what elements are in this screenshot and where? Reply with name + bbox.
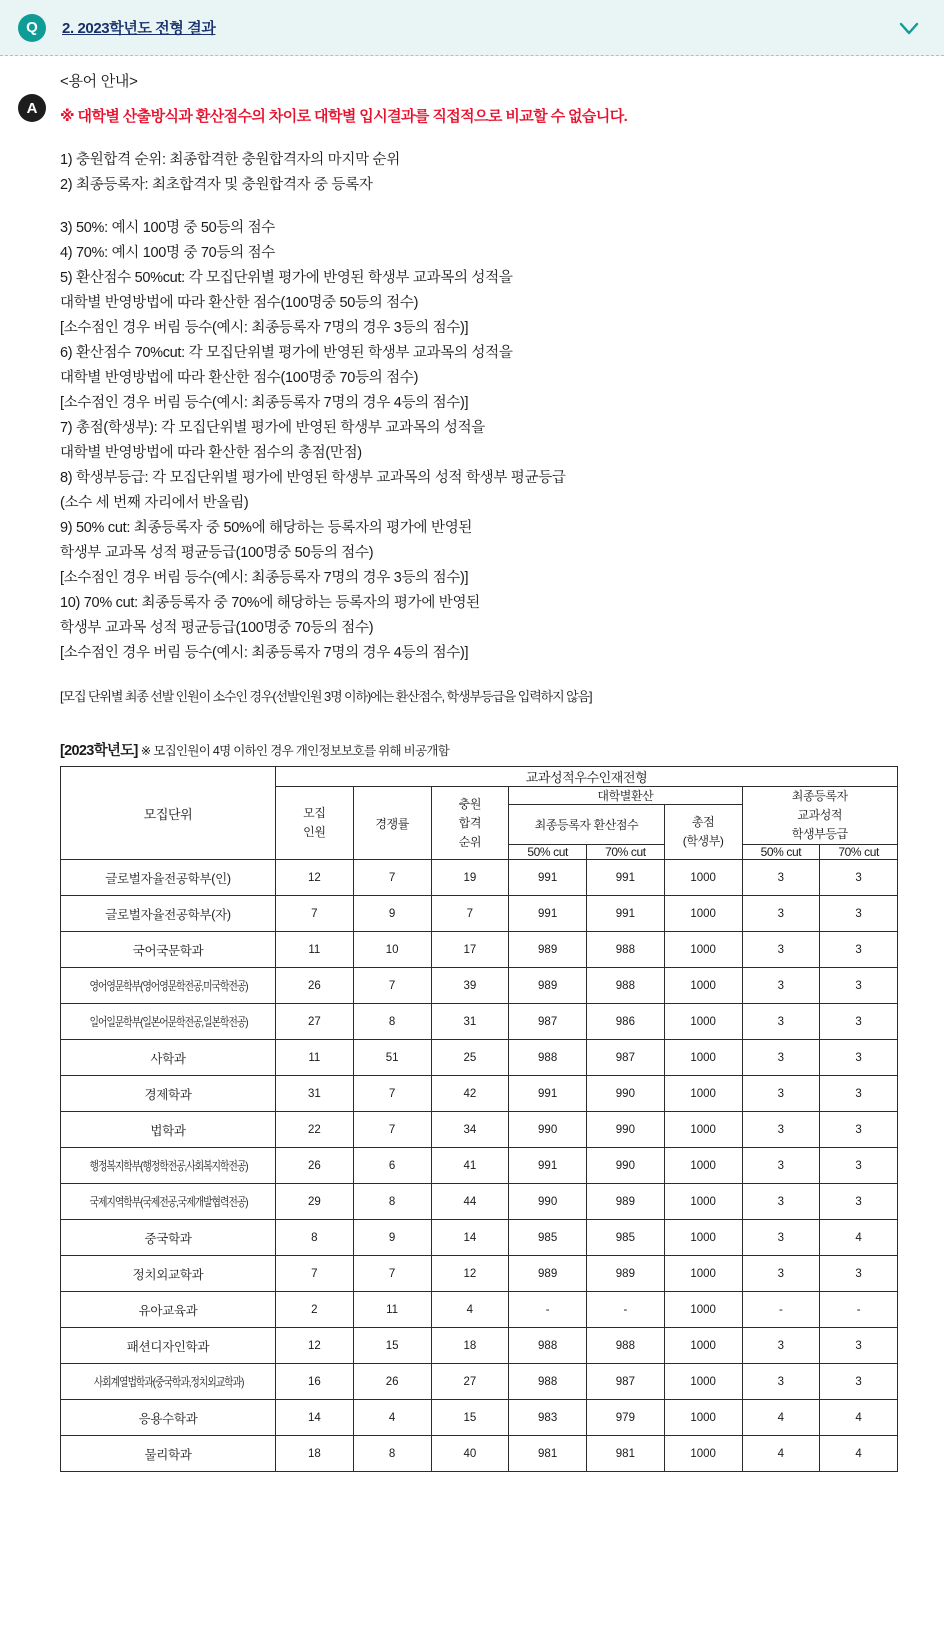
faq-answer-body (0, 56, 944, 1472)
cell-total-score: 1000 (664, 1328, 742, 1364)
cell-grade-cut50: 3 (742, 1184, 820, 1220)
cell-unit: 패션디자인학과 (61, 1328, 276, 1364)
faq-question-header[interactable] (0, 0, 944, 56)
cell-conv-cut70: 988 (587, 1328, 665, 1364)
cell-competition-rate: 10 (353, 932, 431, 968)
cell-total-score: 1000 (664, 860, 742, 896)
cell-recruit-count: 18 (276, 1436, 354, 1472)
cell-waitlist-rank: 31 (431, 1004, 509, 1040)
header-unit: 모집단위 (61, 767, 276, 860)
admission-results-table (60, 766, 898, 1472)
header-jeonhyeong: 교과성적우수인재전형 (276, 767, 898, 787)
cell-competition-rate: 7 (353, 968, 431, 1004)
cell-grade-cut70: 3 (820, 896, 898, 932)
cell-conv-cut70: 988 (587, 968, 665, 1004)
cell-total-score: 1000 (664, 896, 742, 932)
cell-grade-cut70: 4 (820, 1436, 898, 1472)
term-line: 3) 50%: 예시 100명 중 50등의 점수 (60, 220, 275, 236)
cell-conv-cut70: 979 (587, 1400, 665, 1436)
header-competition-rate: 경쟁률 (353, 787, 431, 860)
header-grade-l3: 학생부등급 (791, 827, 848, 841)
cell-grade-cut50: 3 (742, 968, 820, 1004)
cell-grade-cut50: 3 (742, 932, 820, 968)
table-caption-note: ※ 모집인원이 4명 이하인 경우 개인정보보호를 위해 비공개함 (140, 744, 450, 758)
cell-unit: 국제지역학부(국제전공,국제개발협력전공) (80, 1184, 256, 1220)
cell-waitlist-rank: 41 (431, 1148, 509, 1184)
cell-conv-cut70: 985 (587, 1220, 665, 1256)
header-grade-cut50: 50% cut (742, 845, 820, 860)
cell-waitlist-rank: 39 (431, 968, 509, 1004)
header-grade-l1: 최종등록자 (791, 789, 848, 803)
table-row (61, 1076, 898, 1112)
cell-conv-cut50: 983 (509, 1400, 587, 1436)
cell-unit: 글로벌자율전공학부(인) (61, 860, 276, 896)
term-line: 7) 총점(학생부): 각 모집단위별 평가에 반영된 학생부 교과목의 성적을 (60, 420, 485, 436)
cell-recruit-count: 8 (276, 1220, 354, 1256)
cell-conv-cut70: - (587, 1292, 665, 1328)
small-unit-note: [모집 단위별 최종 선발 인원이 소수인 경우(선발인원 3명 이하)에는 환산점수, 학생부등급을 입력하지 않음] (60, 689, 592, 704)
cell-total-score: 1000 (664, 1436, 742, 1472)
cell-conv-cut50: 989 (509, 1256, 587, 1292)
cell-competition-rate: 7 (353, 1256, 431, 1292)
cell-grade-cut70: 4 (820, 1220, 898, 1256)
term-line: [소수점인 경우 버림 등수(예시: 최종등록자 7명의 경우 3등의 점수)] (60, 320, 469, 336)
cell-conv-cut50: 988 (509, 1364, 587, 1400)
cell-conv-cut70: 991 (587, 896, 665, 932)
cell-grade-cut50: 3 (742, 896, 820, 932)
table-row (61, 1436, 898, 1472)
chevron-down-icon[interactable] (896, 15, 922, 41)
term-line: (소수 세 번째 자리에서 반올림) (60, 495, 249, 511)
header-waitlist-l1: 충원 (458, 796, 482, 811)
cell-grade-cut50: 3 (742, 1040, 820, 1076)
table-row (61, 968, 898, 1004)
cell-grade-cut70: 4 (820, 1400, 898, 1436)
term-line: 10) 70% cut: 최종등록자 중 70%에 해당하는 등록자의 평가에 반영된 (60, 595, 480, 611)
cell-competition-rate: 7 (353, 860, 431, 896)
cell-conv-cut70: 986 (587, 1004, 665, 1040)
term-line: 9) 50% cut: 최종등록자 중 50%에 해당하는 등록자의 평가에 반영된 (60, 520, 473, 536)
header-conv-cut50: 50% cut (509, 845, 587, 860)
cell-conv-cut70: 989 (587, 1256, 665, 1292)
cell-grade-cut70: 3 (820, 1184, 898, 1220)
cell-unit: 글로벌자율전공학부(자) (61, 896, 276, 932)
table-row (61, 1256, 898, 1292)
cell-conv-cut50: 988 (509, 1040, 587, 1076)
cell-recruit-count: 31 (276, 1076, 354, 1112)
cell-conv-cut50: 990 (509, 1184, 587, 1220)
cell-grade-cut50: 3 (742, 1004, 820, 1040)
cell-unit: 물리학과 (61, 1436, 276, 1472)
cell-waitlist-rank: 14 (431, 1220, 509, 1256)
cell-grade-cut70: 3 (820, 1148, 898, 1184)
header-total-score (664, 805, 742, 860)
cell-grade-cut70: 3 (820, 1004, 898, 1040)
cell-conv-cut70: 990 (587, 1076, 665, 1112)
cell-recruit-count: 14 (276, 1400, 354, 1436)
header-univ-conversion: 대학별환산 (509, 787, 742, 805)
cell-waitlist-rank: 34 (431, 1112, 509, 1148)
header-total-l1: 총점 (691, 815, 715, 829)
cell-competition-rate: 11 (353, 1292, 431, 1328)
term-line: 학생부 교과목 성적 평균등급(100명중 50등의 점수) (60, 545, 374, 561)
cell-conv-cut50: - (509, 1292, 587, 1328)
table-row (61, 1112, 898, 1148)
table-caption (60, 739, 926, 760)
cell-recruit-count: 27 (276, 1004, 354, 1040)
cell-grade-cut70: - (820, 1292, 898, 1328)
term-line: [소수점인 경우 버림 등수(예시: 최종등록자 7명의 경우 3등의 점수)] (60, 570, 469, 586)
cell-waitlist-rank: 19 (431, 860, 509, 896)
cell-total-score: 1000 (664, 968, 742, 1004)
table-row (61, 1148, 898, 1184)
cell-competition-rate: 8 (353, 1184, 431, 1220)
cell-waitlist-rank: 25 (431, 1040, 509, 1076)
cell-recruit-count: 22 (276, 1112, 354, 1148)
cell-conv-cut50: 988 (509, 1328, 587, 1364)
cell-conv-cut50: 989 (509, 932, 587, 968)
cell-competition-rate: 8 (353, 1436, 431, 1472)
term-line: [소수점인 경우 버림 등수(예시: 최종등록자 7명의 경우 4등의 점수)] (60, 395, 469, 411)
cell-conv-cut70: 990 (587, 1148, 665, 1184)
cell-total-score: 1000 (664, 1256, 742, 1292)
header-grade-l2: 교과성적 (797, 808, 843, 822)
term-line: 8) 학생부등급: 각 모집단위별 평가에 반영된 학생부 교과목의 성적 학생부 평균등급 (60, 470, 566, 486)
header-conv-cut70: 70% cut (587, 845, 665, 860)
cell-total-score: 1000 (664, 1112, 742, 1148)
table-row (61, 1184, 898, 1220)
term-line: 대학별 반영방법에 따라 환산한 점수(100명중 50등의 점수) (60, 295, 419, 311)
cell-unit: 유아교육과 (61, 1292, 276, 1328)
cell-conv-cut70: 990 (587, 1112, 665, 1148)
cell-waitlist-rank: 44 (431, 1184, 509, 1220)
cell-recruit-count: 16 (276, 1364, 354, 1400)
table-body (61, 860, 898, 1472)
cell-conv-cut70: 981 (587, 1436, 665, 1472)
terminology-list (60, 148, 926, 709)
cell-grade-cut50: 3 (742, 1364, 820, 1400)
cell-recruit-count: 2 (276, 1292, 354, 1328)
term-line: 대학별 반영방법에 따라 환산한 점수의 총점(만점) (60, 445, 362, 461)
cell-grade-cut70: 3 (820, 860, 898, 896)
cell-recruit-count: 7 (276, 896, 354, 932)
header-total-l2: (학생부) (682, 834, 724, 848)
cell-unit: 중국학과 (61, 1220, 276, 1256)
header-grade-cut70: 70% cut (820, 845, 898, 860)
cell-grade-cut70: 3 (820, 1076, 898, 1112)
cell-total-score: 1000 (664, 1292, 742, 1328)
cell-competition-rate: 9 (353, 896, 431, 932)
question-badge: Q (18, 14, 46, 42)
table-row (61, 1220, 898, 1256)
cell-total-score: 1000 (664, 1184, 742, 1220)
cell-competition-rate: 15 (353, 1328, 431, 1364)
cell-total-score: 1000 (664, 1040, 742, 1076)
cell-total-score: 1000 (664, 1076, 742, 1112)
cell-grade-cut70: 3 (820, 1112, 898, 1148)
cell-competition-rate: 7 (353, 1112, 431, 1148)
cell-conv-cut50: 991 (509, 896, 587, 932)
term-line: 학생부 교과목 성적 평균등급(100명중 70등의 점수) (60, 620, 374, 636)
cell-unit: 정치외교학과 (61, 1256, 276, 1292)
cell-competition-rate: 6 (353, 1148, 431, 1184)
cell-waitlist-rank: 17 (431, 932, 509, 968)
cell-grade-cut50: - (742, 1292, 820, 1328)
cell-unit: 사학과 (61, 1040, 276, 1076)
cell-competition-rate: 8 (353, 1004, 431, 1040)
header-waitlist-l2: 합격 (458, 815, 482, 830)
cell-conv-cut50: 990 (509, 1112, 587, 1148)
faq-title[interactable]: 2. 2023학년도 전형 결과 (62, 20, 216, 37)
cell-grade-cut70: 3 (820, 1328, 898, 1364)
cell-total-score: 1000 (664, 1364, 742, 1400)
header-recruit-l1: 모집 (303, 806, 326, 820)
cell-recruit-count: 11 (276, 932, 354, 968)
cell-competition-rate: 26 (353, 1364, 431, 1400)
cell-recruit-count: 7 (276, 1256, 354, 1292)
cell-waitlist-rank: 7 (431, 896, 509, 932)
cell-conv-cut50: 987 (509, 1004, 587, 1040)
header-recruit-count (276, 787, 354, 860)
table-caption-year: [2023학년도] (60, 743, 138, 759)
table-row (61, 1040, 898, 1076)
cell-competition-rate: 7 (353, 1076, 431, 1112)
cell-grade-cut70: 3 (820, 932, 898, 968)
cell-grade-cut50: 3 (742, 1076, 820, 1112)
terminology-heading: <용어 안내> (60, 73, 138, 90)
cell-unit: 응용수학과 (61, 1400, 276, 1436)
cell-conv-cut50: 991 (509, 860, 587, 896)
cell-unit: 법학과 (61, 1112, 276, 1148)
cell-waitlist-rank: 40 (431, 1436, 509, 1472)
cell-waitlist-rank: 12 (431, 1256, 509, 1292)
cell-recruit-count: 12 (276, 860, 354, 896)
cell-total-score: 1000 (664, 1004, 742, 1040)
answer-badge: A (18, 94, 46, 122)
cell-competition-rate: 4 (353, 1400, 431, 1436)
cell-waitlist-rank: 4 (431, 1292, 509, 1328)
cell-total-score: 1000 (664, 1148, 742, 1184)
cell-grade-cut50: 3 (742, 860, 820, 896)
warning-notice: ※ 대학별 산출방식과 환산점수의 차이로 대학별 입시결과를 직접적으로 비교할 수 없습니다. (60, 108, 628, 125)
table-row (61, 1328, 898, 1364)
header-waitlist-rank (431, 787, 509, 860)
cell-grade-cut50: 3 (742, 1112, 820, 1148)
cell-recruit-count: 26 (276, 1148, 354, 1184)
table-row (61, 1004, 898, 1040)
table-row (61, 896, 898, 932)
term-line: 2) 최종등록자: 최초합격자 및 충원합격자 중 등록자 (60, 177, 373, 193)
cell-unit: 사회계열법학과(중국학과,정치외교학과) (80, 1364, 256, 1400)
table-row (61, 1292, 898, 1328)
cell-conv-cut70: 988 (587, 932, 665, 968)
cell-conv-cut70: 987 (587, 1040, 665, 1076)
cell-grade-cut70: 3 (820, 1040, 898, 1076)
term-line: [소수점인 경우 버림 등수(예시: 최종등록자 7명의 경우 4등의 점수)] (60, 645, 469, 661)
cell-unit: 행정복지학부(행정학전공,사회복지학전공) (80, 1148, 256, 1184)
term-line: 6) 환산점수 70%cut: 각 모집단위별 평가에 반영된 학생부 교과목의 성적을 (60, 345, 513, 361)
cell-waitlist-rank: 18 (431, 1328, 509, 1364)
cell-conv-cut50: 991 (509, 1076, 587, 1112)
cell-recruit-count: 12 (276, 1328, 354, 1364)
cell-grade-cut70: 3 (820, 968, 898, 1004)
cell-total-score: 1000 (664, 1220, 742, 1256)
header-final-grade-group (742, 787, 898, 845)
cell-grade-cut50: 3 (742, 1148, 820, 1184)
header-recruit-l2: 인원 (303, 825, 326, 839)
cell-unit: 영어영문학부(영어영문학전공,미국학전공) (80, 968, 256, 1004)
term-line: 5) 환산점수 50%cut: 각 모집단위별 평가에 반영된 학생부 교과목의 성적을 (60, 270, 513, 286)
cell-grade-cut50: 3 (742, 1256, 820, 1292)
table-row (61, 860, 898, 896)
cell-recruit-count: 11 (276, 1040, 354, 1076)
header-final-conv-score: 최종등록자 환산점수 (509, 805, 665, 845)
cell-recruit-count: 26 (276, 968, 354, 1004)
header-waitlist-l3: 순위 (458, 834, 482, 849)
cell-total-score: 1000 (664, 1400, 742, 1436)
cell-grade-cut50: 4 (742, 1436, 820, 1472)
cell-unit: 경제학과 (61, 1076, 276, 1112)
table-row (61, 1364, 898, 1400)
cell-waitlist-rank: 42 (431, 1076, 509, 1112)
table-header-row-1 (61, 767, 898, 787)
cell-conv-cut70: 987 (587, 1364, 665, 1400)
cell-grade-cut70: 3 (820, 1364, 898, 1400)
cell-conv-cut70: 991 (587, 860, 665, 896)
cell-waitlist-rank: 15 (431, 1400, 509, 1436)
cell-conv-cut50: 991 (509, 1148, 587, 1184)
cell-grade-cut50: 3 (742, 1328, 820, 1364)
term-line: 1) 충원합격 순위: 최종합격한 충원합격자의 마지막 순위 (60, 152, 400, 168)
cell-unit: 국어국문학과 (61, 932, 276, 968)
table-header (61, 767, 898, 860)
cell-waitlist-rank: 27 (431, 1364, 509, 1400)
term-line: 대학별 반영방법에 따라 환산한 점수(100명중 70등의 점수) (60, 370, 419, 386)
table-row (61, 1400, 898, 1436)
cell-recruit-count: 29 (276, 1184, 354, 1220)
cell-grade-cut70: 3 (820, 1256, 898, 1292)
cell-conv-cut70: 989 (587, 1184, 665, 1220)
cell-conv-cut50: 981 (509, 1436, 587, 1472)
cell-unit: 일어일문학부(일본어문학전공,일본학전공) (80, 1004, 256, 1040)
table-row (61, 932, 898, 968)
cell-total-score: 1000 (664, 932, 742, 968)
cell-conv-cut50: 989 (509, 968, 587, 1004)
cell-competition-rate: 51 (353, 1040, 431, 1076)
cell-competition-rate: 9 (353, 1220, 431, 1256)
term-line: 4) 70%: 예시 100명 중 70등의 점수 (60, 245, 275, 261)
cell-grade-cut50: 3 (742, 1220, 820, 1256)
cell-grade-cut50: 4 (742, 1400, 820, 1436)
cell-conv-cut50: 985 (509, 1220, 587, 1256)
